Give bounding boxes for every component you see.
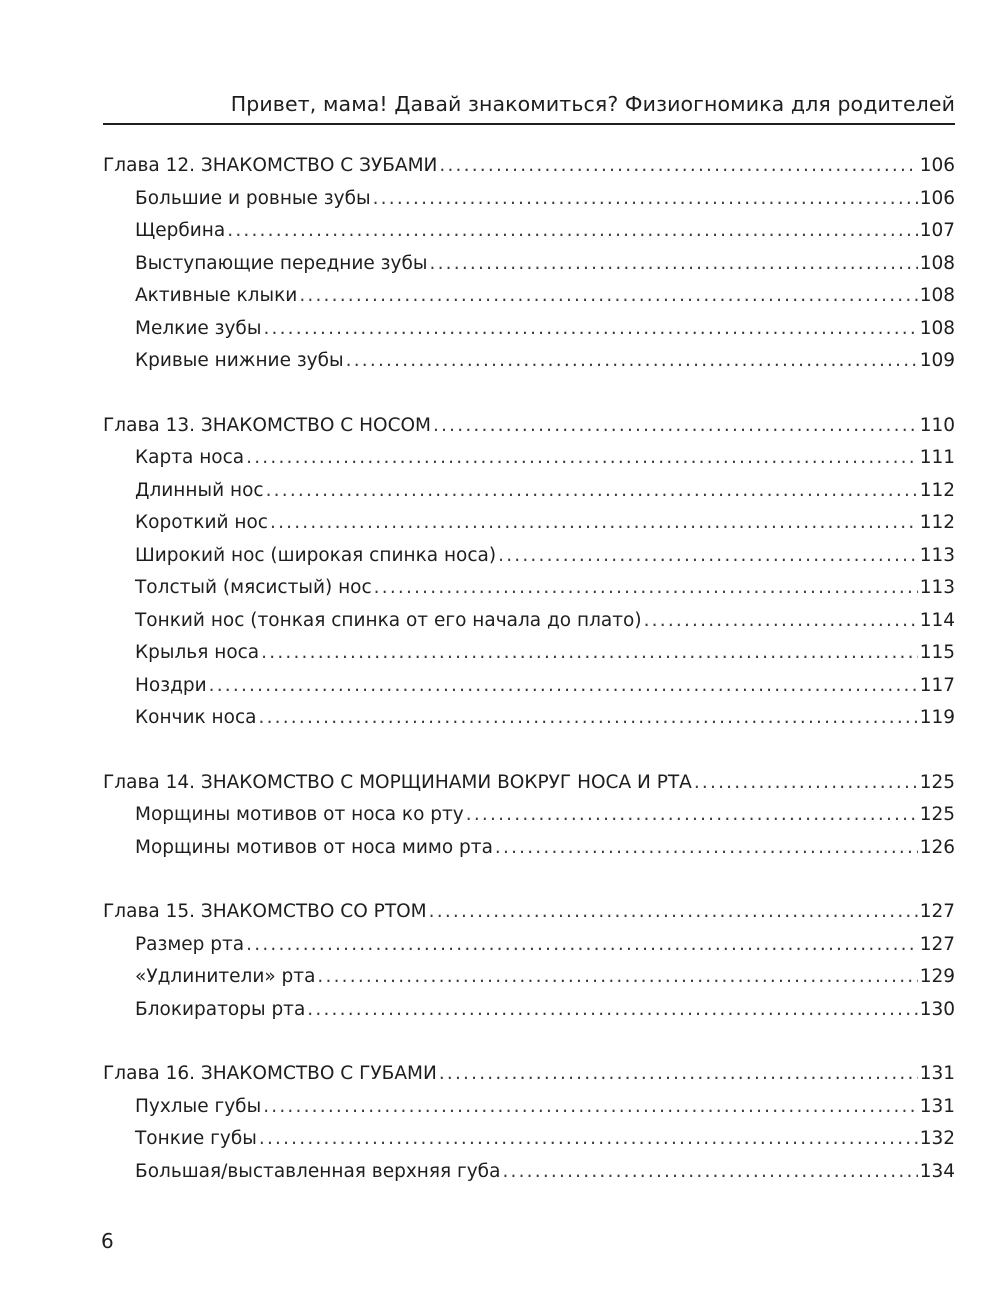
chapter-block [103, 896, 955, 1026]
section-title: Короткий нос [135, 512, 268, 533]
chapter-entry [103, 896, 955, 929]
chapter-block [103, 410, 955, 735]
section-title: Размер рта [135, 933, 245, 955]
section-entry [103, 702, 955, 735]
section-entry [103, 670, 955, 703]
dot-leader [644, 605, 918, 638]
section-entry [103, 1123, 955, 1156]
section-entry [103, 248, 955, 281]
section-entry [103, 345, 955, 378]
page-ref: 126 [919, 836, 955, 858]
page-ref: 127 [919, 933, 955, 955]
header-divider [103, 123, 955, 125]
page-ref: 108 [919, 252, 955, 274]
page-ref: 125 [919, 804, 955, 825]
section-title: Морщины мотивов от носа ко рту [135, 804, 464, 825]
chapter-entry [103, 410, 955, 443]
page-ref: 112 [919, 479, 955, 501]
section-title: Длинный нос [135, 479, 264, 501]
section-title: Большая/выставленная верхняя губа [135, 1160, 501, 1182]
dot-leader [266, 475, 918, 508]
page-ref: 134 [919, 1160, 955, 1182]
dot-leader [439, 1058, 918, 1091]
chapter-title: Глава 14. ЗНАКОМСТВО С МОРЩИНАМИ ВОКРУГ НОСА И РТА [103, 771, 692, 793]
chapter-block [103, 1058, 955, 1188]
dot-leader [263, 1091, 918, 1124]
section-title: Кривые нижние зубы [135, 350, 344, 371]
page-ref: 131 [919, 1095, 955, 1117]
section-title: Кончик носа [135, 707, 257, 728]
dot-leader [263, 313, 917, 346]
section-entry [103, 183, 955, 216]
dot-leader [259, 1123, 918, 1156]
page-ref: 132 [919, 1128, 955, 1149]
page-ref: 129 [919, 966, 955, 987]
page-ref: 108 [919, 285, 955, 306]
section-title: Тонкие губы [135, 1128, 257, 1149]
page-ref: 106 [919, 187, 955, 209]
chapter-entry [103, 1058, 955, 1091]
dot-leader [227, 215, 917, 248]
page-ref: 130 [919, 998, 955, 1020]
page-ref: 110 [919, 414, 955, 436]
section-title: Щербина [135, 220, 226, 241]
section-entry [103, 1156, 955, 1189]
running-header: Привет, мама! Давай знакомиться? Физиогномика для родителей [230, 92, 955, 116]
section-entry [103, 832, 955, 865]
page-ref: 113 [919, 544, 955, 566]
section-title: Блокираторы рта [135, 998, 306, 1020]
section-title: Ноздри [135, 674, 207, 696]
page-ref: 125 [919, 771, 955, 793]
page-ref: 106 [919, 155, 955, 176]
dot-leader [258, 702, 917, 735]
page-ref: 109 [919, 350, 955, 371]
section-entry [103, 475, 955, 508]
section-entry [103, 215, 955, 248]
dot-leader [498, 540, 918, 573]
dot-leader [299, 280, 917, 313]
page-ref: 113 [919, 577, 955, 598]
section-entry [103, 1091, 955, 1124]
dot-leader [307, 994, 917, 1027]
section-entry [103, 637, 955, 670]
table-of-contents [103, 150, 955, 1220]
dot-leader [429, 896, 918, 929]
dot-leader [270, 507, 918, 540]
section-title: Карта носа [135, 447, 245, 468]
dot-leader [373, 183, 918, 216]
page-ref: 107 [919, 220, 955, 241]
section-title: «Удлинители» рта [135, 966, 316, 987]
chapter-block [103, 767, 955, 865]
section-title: Мелкие зубы [135, 317, 262, 339]
section-title: Пухлые губы [135, 1095, 262, 1117]
page-ref: 119 [919, 707, 955, 728]
section-entry [103, 572, 955, 605]
section-entry [103, 961, 955, 994]
section-title: Толстый (мясистый) нос [135, 577, 372, 598]
section-title: Тонкий нос (тонкая спинка от его начала до плато) [135, 609, 642, 631]
page-ref: 111 [919, 447, 955, 468]
page-ref: 112 [919, 512, 955, 533]
section-title: Выступающие передние зубы [135, 252, 428, 274]
dot-leader [317, 961, 917, 994]
section-entry [103, 280, 955, 313]
page-ref: 114 [919, 609, 955, 631]
chapter-title: Глава 12. ЗНАКОМСТВО С ЗУБАМИ [103, 155, 438, 176]
section-entry [103, 540, 955, 573]
section-title: Морщины мотивов от носа мимо рта [135, 836, 493, 858]
page-ref: 115 [919, 642, 955, 663]
section-entry [103, 994, 955, 1027]
page-number: 6 [101, 1229, 114, 1253]
dot-leader [694, 767, 918, 800]
section-entry [103, 507, 955, 540]
chapter-title: Глава 15. ЗНАКОМСТВО СО РТОМ [103, 901, 427, 922]
page-ref: 108 [919, 317, 955, 339]
section-title: Крылья носа [135, 642, 260, 663]
dot-leader [433, 410, 918, 443]
chapter-entry [103, 150, 955, 183]
dot-leader [430, 248, 918, 281]
page-ref: 131 [919, 1063, 955, 1084]
dot-leader [246, 929, 918, 962]
section-title: Широкий нос (широкая спинка носа) [135, 544, 497, 566]
dot-leader [495, 832, 918, 865]
section-title: Большие и ровные зубы [135, 187, 371, 209]
chapter-entry [103, 767, 955, 800]
dot-leader [246, 442, 918, 475]
chapter-title: Глава 13. ЗНАКОМСТВО С НОСОМ [103, 414, 432, 436]
dot-leader [374, 572, 918, 605]
section-entry [103, 929, 955, 962]
dot-leader [261, 637, 918, 670]
page-ref: 117 [919, 674, 955, 696]
dot-leader [439, 150, 917, 183]
dot-leader [346, 345, 918, 378]
section-entry [103, 799, 955, 832]
dot-leader [209, 670, 918, 703]
section-entry [103, 605, 955, 638]
dot-leader [466, 799, 918, 832]
chapter-title: Глава 16. ЗНАКОМСТВО С ГУБАМИ [103, 1063, 437, 1084]
section-entry [103, 442, 955, 475]
section-entry [103, 313, 955, 346]
dot-leader [502, 1156, 917, 1189]
chapter-block [103, 150, 955, 378]
page-ref: 127 [919, 901, 955, 922]
section-title: Активные клыки [135, 285, 298, 306]
